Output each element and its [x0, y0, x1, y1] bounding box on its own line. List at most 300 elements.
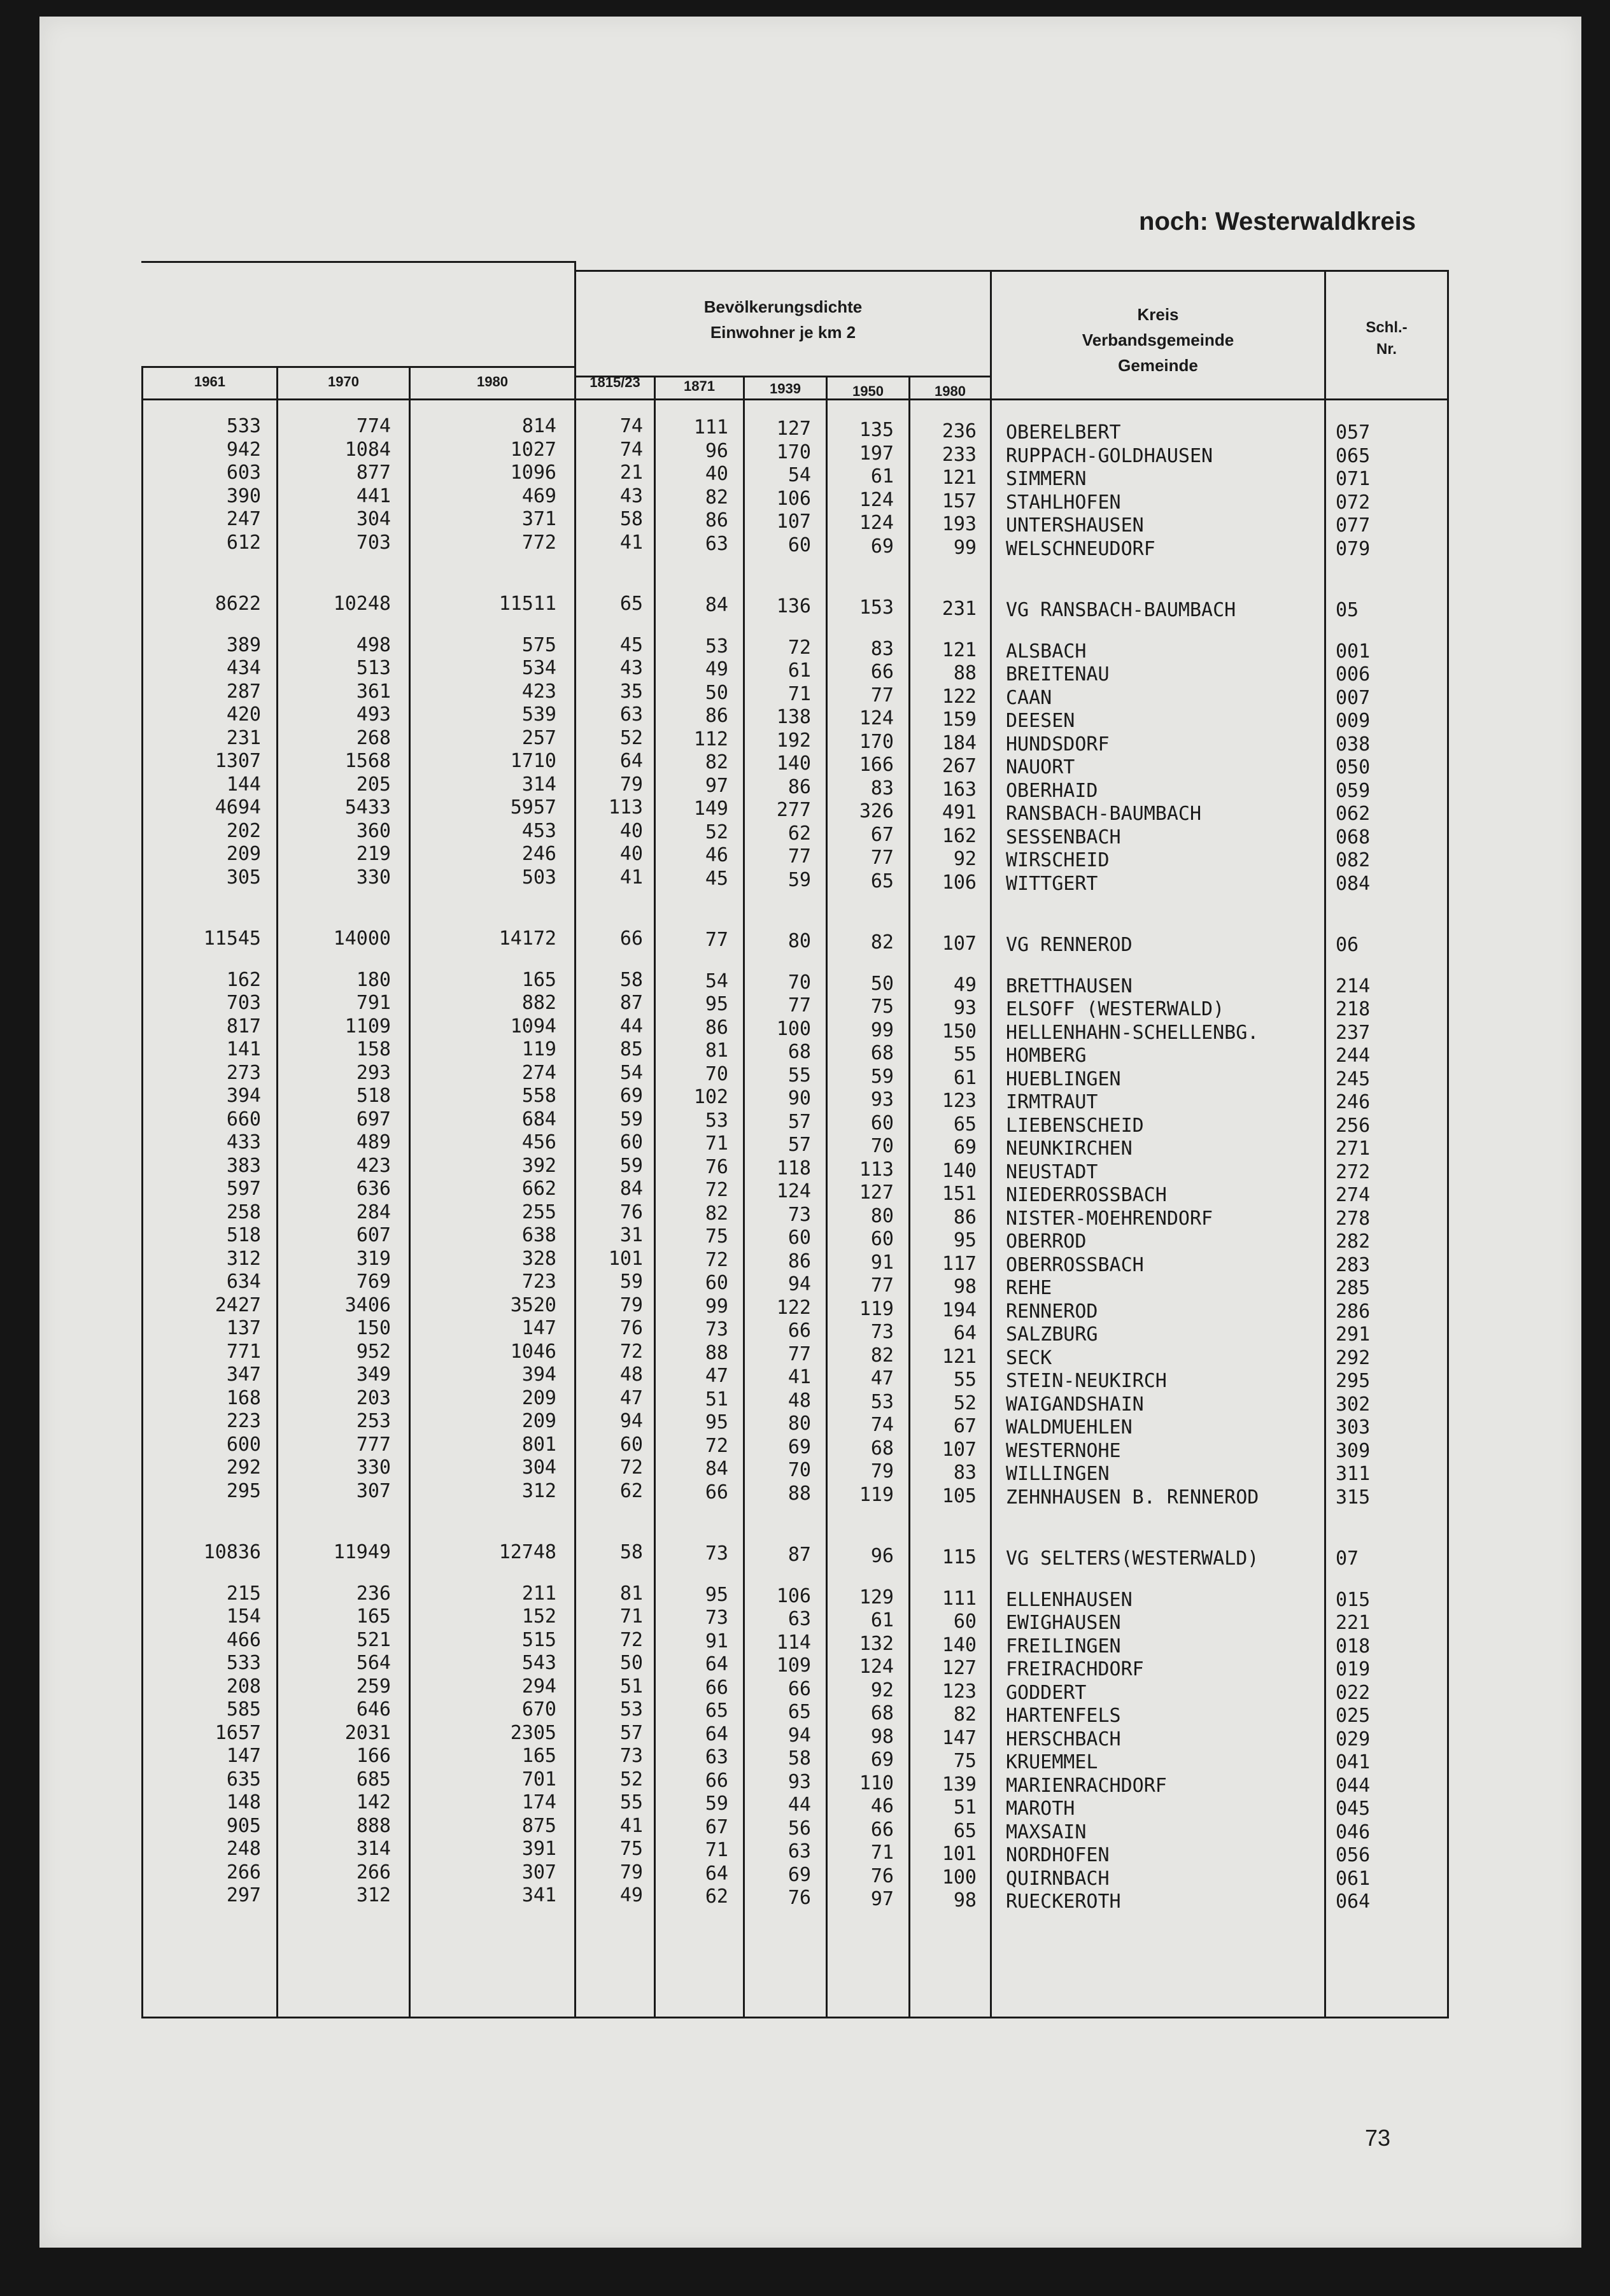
table-cell-col-4: 91	[705, 1630, 728, 1652]
table-cell-col-6: 197	[859, 442, 894, 465]
gemeinde-name: SESSENBACH	[1006, 826, 1121, 849]
gemeinde-name: SIMMERN	[1006, 468, 1087, 490]
table-cell-col-4: 50	[705, 681, 728, 704]
table-cell-col-5: 114	[776, 1631, 811, 1654]
key-number: 068	[1336, 826, 1371, 849]
table-cell-col-2: 11511	[498, 593, 556, 615]
table-cell-col-7: 75	[953, 1750, 977, 1772]
table-cell-col-5: 107	[776, 511, 811, 533]
table-cell-col-7: 122	[942, 685, 977, 708]
table-cell-col-7: 65	[953, 1113, 977, 1136]
table-cell-col-7: 92	[953, 848, 977, 870]
key-number: 286	[1336, 1300, 1371, 1323]
table-cell-col-5: 77	[787, 1342, 811, 1365]
gemeinde-name: OBERELBERT	[1006, 421, 1121, 444]
table-cell-col-3: 79	[619, 1861, 643, 1884]
table-cell-col-4: 96	[705, 439, 728, 462]
table-cell-col-2: 670	[521, 1698, 556, 1721]
gemeinde-name: NEUSTADT	[1006, 1160, 1098, 1183]
table-cell-col-0: 1657	[215, 1721, 261, 1744]
table-cell-col-3: 72	[619, 1340, 643, 1363]
table-cell-col-4: 60	[705, 1272, 728, 1294]
table-cell-col-2: 304	[521, 1456, 556, 1479]
col-divider-6	[826, 376, 828, 2018]
table-cell-col-6: 46	[870, 1795, 894, 1817]
table-cell-col-6: 68	[870, 1042, 894, 1064]
table-cell-col-0: 634	[226, 1271, 261, 1293]
table-cell-col-3: 49	[619, 1884, 643, 1906]
table-cell-col-1: 314	[356, 1838, 391, 1860]
table-cell-col-5: 68	[787, 1041, 811, 1063]
gemeinde-name: KRUEMMEL	[1006, 1751, 1098, 1773]
table-cell-col-7: 98	[953, 1889, 977, 1912]
key-number: 237	[1336, 1021, 1371, 1044]
gemeinde-name: RUECKEROTH	[1006, 1891, 1121, 1913]
gemeinde-name: ALSBACH	[1006, 640, 1087, 663]
table-cell-col-4: 73	[705, 1318, 728, 1341]
table-cell-col-7: 107	[942, 1438, 977, 1461]
table-cell-col-6: 80	[870, 1204, 894, 1227]
gemeinde-name: HARTENFELS	[1006, 1705, 1121, 1727]
gemeinde-name: WELSCHNEUDORF	[1006, 537, 1155, 560]
table-cell-col-2: 255	[521, 1201, 556, 1223]
table-cell-col-5: 80	[787, 1412, 811, 1435]
table-cell-col-1: 877	[356, 461, 391, 484]
table-cell-col-4: 82	[705, 751, 728, 773]
gemeinde-name: STAHLHOFEN	[1006, 491, 1121, 514]
table-cell-col-3: 53	[619, 1698, 643, 1721]
table-cell-col-3: 59	[619, 1271, 643, 1293]
key-number: 084	[1336, 872, 1371, 895]
table-cell-col-5: 70	[787, 1459, 811, 1481]
table-cell-col-3: 113	[608, 796, 643, 819]
table-cell-col-5: 72	[787, 636, 811, 659]
table-cell-col-5: 100	[776, 1017, 811, 1040]
table-cell-col-0: 4694	[215, 796, 261, 819]
table-cell-col-3: 54	[619, 1061, 643, 1084]
table-cell-col-0: 635	[226, 1768, 261, 1791]
table-cell-col-1: 319	[356, 1247, 391, 1270]
table-cell-col-2: 391	[521, 1838, 556, 1860]
table-cell-col-3: 74	[619, 438, 643, 461]
table-cell-col-0: 434	[226, 657, 261, 679]
code-header-line-2: Nr.	[1376, 341, 1397, 358]
key-number: 06	[1336, 934, 1359, 956]
table-cell-col-3: 72	[619, 1456, 643, 1479]
population-density-table	[141, 256, 1449, 2018]
table-cell-col-3: 60	[619, 1433, 643, 1456]
table-cell-col-4: 72	[705, 1248, 728, 1271]
table-cell-col-2: 152	[521, 1605, 556, 1628]
table-cell-col-2: 165	[521, 1745, 556, 1767]
table-cell-col-5: 136	[776, 595, 811, 617]
col-divider-4	[654, 376, 656, 2018]
table-cell-col-6: 77	[870, 1274, 894, 1297]
table-cell-col-2: 2305	[510, 1721, 556, 1744]
table-cell-col-2: 294	[521, 1675, 556, 1698]
name-header-kreis: Kreis	[1137, 305, 1179, 324]
table-cell-col-7: 123	[942, 1680, 977, 1703]
key-number: 057	[1336, 421, 1371, 444]
table-cell-col-0: 600	[226, 1433, 261, 1456]
table-cell-col-7: 150	[942, 1020, 977, 1043]
table-cell-col-4: 75	[705, 1225, 728, 1248]
table-cell-col-3: 63	[619, 703, 643, 726]
gemeinde-name: SECK	[1006, 1346, 1052, 1369]
table-cell-col-4: 63	[705, 1746, 728, 1768]
table-cell-col-3: 81	[619, 1582, 643, 1605]
table-cell-col-4: 46	[705, 844, 728, 866]
table-cell-col-0: 533	[226, 415, 261, 437]
table-cell-col-1: 774	[356, 415, 391, 437]
key-number: 278	[1336, 1207, 1371, 1230]
table-cell-col-5: 57	[787, 1134, 811, 1156]
table-cell-col-7: 49	[953, 973, 977, 996]
table-cell-col-5: 86	[787, 775, 811, 798]
table-cell-col-7: 106	[942, 871, 977, 894]
table-cell-col-1: 236	[356, 1582, 391, 1605]
table-cell-col-2: 662	[521, 1178, 556, 1200]
table-cell-col-0: 147	[226, 1745, 261, 1767]
table-cell-col-2: 469	[521, 484, 556, 507]
table-cell-col-3: 41	[619, 1814, 643, 1837]
table-cell-col-7: 151	[942, 1183, 977, 1205]
table-cell-col-4: 54	[705, 969, 728, 992]
table-cell-col-6: 326	[859, 800, 894, 822]
table-cell-col-1: 3406	[344, 1293, 391, 1316]
table-cell-col-6: 61	[870, 1609, 894, 1631]
table-cell-col-6: 92	[870, 1679, 894, 1701]
table-cell-col-0: 215	[226, 1582, 261, 1605]
key-number: 041	[1336, 1751, 1371, 1773]
table-cell-col-2: 314	[521, 773, 556, 796]
table-cell-col-1: 489	[356, 1131, 391, 1153]
table-cell-col-5: 58	[787, 1747, 811, 1770]
table-cell-col-2: 1710	[510, 750, 556, 772]
table-cell-col-4: 86	[705, 705, 728, 727]
table-cell-col-1: 1084	[344, 438, 391, 461]
table-cell-col-5: 71	[787, 682, 811, 705]
table-cell-col-6: 47	[870, 1367, 894, 1390]
table-cell-col-3: 60	[619, 1131, 643, 1153]
gemeinde-name: OBERROSSBACH	[1006, 1253, 1144, 1276]
gemeinde-name: NEUNKIRCHEN	[1006, 1137, 1133, 1160]
table-cell-col-5: 41	[787, 1366, 811, 1388]
gemeinde-name: OBERROD	[1006, 1230, 1087, 1253]
table-cell-col-2: 543	[521, 1652, 556, 1674]
table-cell-col-2: 211	[521, 1582, 556, 1605]
key-number: 059	[1336, 779, 1371, 802]
gemeinde-name: NORDHOFEN	[1006, 1844, 1110, 1866]
table-cell-col-0: 420	[226, 703, 261, 726]
table-top-rule	[141, 261, 574, 263]
table-cell-col-6: 77	[870, 847, 894, 869]
table-cell-col-7: 83	[953, 1461, 977, 1484]
table-cell-col-3: 48	[619, 1363, 643, 1386]
table-cell-col-7: 140	[942, 1159, 977, 1182]
gemeinde-name: HELLENHAHN-SCHELLENBG.	[1006, 1021, 1259, 1044]
table-cell-col-2: 209	[521, 1386, 556, 1409]
gemeinde-name: QUIRNBACH	[1006, 1867, 1110, 1890]
table-cell-col-1: 268	[356, 726, 391, 749]
table-cell-col-1: 441	[356, 484, 391, 507]
col-header-1961: 1961	[194, 374, 225, 390]
table-cell-col-1: 564	[356, 1652, 391, 1674]
table-cell-col-3: 73	[619, 1745, 643, 1767]
key-number: 071	[1336, 468, 1371, 490]
gemeinde-name: BREITENAU	[1006, 663, 1110, 686]
table-cell-col-3: 85	[619, 1038, 643, 1060]
key-number: 245	[1336, 1067, 1371, 1090]
table-cell-col-2: 312	[521, 1479, 556, 1502]
col-divider-1	[276, 366, 278, 2018]
table-cell-col-5: 192	[776, 729, 811, 752]
gemeinde-name: HUEBLINGEN	[1006, 1067, 1121, 1090]
density-header-line-2: Einwohner je km 2	[710, 323, 856, 342]
table-cell-col-1: 253	[356, 1410, 391, 1432]
gemeinde-name: HUNDSDORF	[1006, 733, 1110, 756]
table-cell-col-6: 166	[859, 754, 894, 776]
table-cell-col-4: 99	[705, 1295, 728, 1318]
table-cell-col-1: 304	[356, 508, 391, 530]
table-cell-col-1: 158	[356, 1038, 391, 1060]
key-number: 045	[1336, 1798, 1371, 1820]
table-cell-col-5: 54	[787, 464, 811, 486]
table-cell-col-6: 66	[870, 1818, 894, 1841]
table-cell-col-6: 124	[859, 707, 894, 729]
table-cell-col-7: 121	[942, 638, 977, 661]
table-cell-col-7: 140	[942, 1633, 977, 1656]
table-cell-col-5: 94	[787, 1273, 811, 1295]
table-cell-col-0: 154	[226, 1605, 261, 1628]
table-cell-col-7: 65	[953, 1819, 977, 1842]
table-cell-col-2: 503	[521, 866, 556, 889]
table-cell-col-6: 135	[859, 419, 894, 441]
key-number: 061	[1336, 1867, 1371, 1890]
table-cell-col-2: 1096	[510, 461, 556, 484]
table-cell-col-4: 88	[705, 1341, 728, 1364]
table-cell-col-5: 44	[787, 1794, 811, 1816]
gemeinde-name: STEIN-NEUKIRCH	[1006, 1370, 1167, 1392]
table-cell-col-2: 371	[521, 508, 556, 530]
key-number: 082	[1336, 849, 1371, 871]
table-cell-col-4: 70	[705, 1062, 728, 1085]
table-cell-col-0: 273	[226, 1061, 261, 1084]
gemeinde-name: FREIRACHDORF	[1006, 1658, 1144, 1680]
table-cell-col-5: 66	[787, 1320, 811, 1342]
table-cell-col-0: 305	[226, 866, 261, 889]
table-cell-col-1: 685	[356, 1768, 391, 1791]
table-cell-col-3: 58	[619, 1541, 643, 1563]
key-number: 221	[1336, 1612, 1371, 1634]
table-cell-col-7: 127	[942, 1657, 977, 1679]
table-cell-col-1: 312	[356, 1884, 391, 1906]
table-cell-col-0: 247	[226, 508, 261, 530]
col-header-1980-density: 1980	[935, 383, 966, 399]
table-cell-col-4: 111	[693, 416, 728, 439]
table-cell-col-0: 258	[226, 1201, 261, 1223]
table-cell-col-2: 341	[521, 1884, 556, 1906]
table-cell-col-0: 248	[226, 1838, 261, 1860]
table-cell-col-0: 433	[226, 1131, 261, 1153]
table-cell-col-0: 144	[226, 773, 261, 796]
table-cell-col-1: 165	[356, 1605, 391, 1628]
table-cell-col-1: 266	[356, 1861, 391, 1884]
table-cell-col-0: 295	[226, 1479, 261, 1502]
key-number: 044	[1336, 1774, 1371, 1797]
code-header-line-1: Schl.-	[1366, 319, 1408, 336]
table-cell-col-5: 122	[776, 1296, 811, 1319]
table-cell-col-7: 193	[942, 513, 977, 535]
gemeinde-name: ELLENHAUSEN	[1006, 1588, 1133, 1611]
table-cell-col-6: 50	[870, 972, 894, 995]
table-bottom-rule	[141, 2017, 1449, 2018]
table-cell-col-0: 389	[226, 633, 261, 656]
key-number: 072	[1336, 491, 1371, 514]
table-cell-col-3: 41	[619, 866, 643, 889]
table-cell-col-2: 174	[521, 1791, 556, 1814]
table-cell-col-1: 1109	[344, 1015, 391, 1038]
table-cell-col-7: 163	[942, 778, 977, 801]
key-number: 062	[1336, 803, 1371, 825]
table-cell-col-0: 287	[226, 680, 261, 703]
gemeinde-name: UNTERSHAUSEN	[1006, 514, 1144, 537]
table-cell-col-6: 77	[870, 684, 894, 707]
table-cell-col-1: 888	[356, 1814, 391, 1837]
table-cell-col-5: 109	[776, 1654, 811, 1677]
table-cell-col-6: 119	[859, 1297, 894, 1320]
table-cell-col-1: 513	[356, 657, 391, 679]
table-cell-col-6: 97	[870, 1888, 894, 1910]
col-divider-7	[908, 376, 910, 2018]
key-number: 015	[1336, 1588, 1371, 1611]
table-cell-col-6: 60	[870, 1111, 894, 1134]
table-cell-col-2: 515	[521, 1628, 556, 1651]
table-cell-col-2: 772	[521, 531, 556, 554]
table-cell-col-7: 105	[942, 1484, 977, 1507]
key-number: 285	[1336, 1277, 1371, 1299]
table-cell-col-7: 107	[942, 933, 977, 955]
table-cell-col-6: 76	[870, 1864, 894, 1887]
table-cell-col-4: 66	[705, 1676, 728, 1699]
col-header-1950: 1950	[852, 383, 884, 399]
key-number: 274	[1336, 1184, 1371, 1206]
key-number: 302	[1336, 1393, 1371, 1416]
key-number: 291	[1336, 1323, 1371, 1346]
table-cell-col-6: 82	[870, 931, 894, 954]
table-cell-col-3: 59	[619, 1108, 643, 1130]
key-number: 295	[1336, 1370, 1371, 1392]
table-cell-col-4: 95	[705, 1583, 728, 1606]
table-cell-col-5: 62	[787, 822, 811, 845]
table-cell-col-7: 51	[953, 1796, 977, 1819]
table-cell-col-1: 703	[356, 531, 391, 554]
table-cell-col-4: 72	[705, 1434, 728, 1457]
table-cell-col-4: 73	[705, 1607, 728, 1629]
gemeinde-name: WALDMUEHLEN	[1006, 1416, 1133, 1439]
table-cell-col-6: 132	[859, 1632, 894, 1655]
gemeinde-name: MAROTH	[1006, 1798, 1075, 1820]
table-cell-col-0: 209	[226, 843, 261, 865]
table-cell-col-1: 521	[356, 1628, 391, 1651]
gemeinde-name: NAUORT	[1006, 756, 1075, 778]
key-number: 025	[1336, 1705, 1371, 1727]
table-cell-col-5: 60	[787, 1227, 811, 1249]
table-cell-col-2: 1046	[510, 1340, 556, 1363]
gemeinde-name: WILLINGEN	[1006, 1463, 1110, 1485]
table-cell-col-5: 124	[776, 1180, 811, 1202]
table-cell-col-6: 61	[870, 465, 894, 488]
key-number: 283	[1336, 1253, 1371, 1276]
table-cell-col-6: 69	[870, 1749, 894, 1771]
table-cell-col-2: 539	[521, 703, 556, 726]
table-cell-col-2: 328	[521, 1247, 556, 1270]
table-cell-col-3: 62	[619, 1479, 643, 1502]
key-number: 018	[1336, 1635, 1371, 1658]
table-cell-col-5: 55	[787, 1064, 811, 1087]
table-cell-col-0: 162	[226, 968, 261, 991]
table-cell-col-2: 701	[521, 1768, 556, 1791]
table-cell-col-3: 43	[619, 657, 643, 679]
table-cell-col-4: 62	[705, 1885, 728, 1908]
table-cell-col-5: 87	[787, 1544, 811, 1566]
key-number: 065	[1336, 444, 1371, 467]
table-cell-col-6: 129	[859, 1586, 894, 1609]
table-cell-col-3: 75	[619, 1838, 643, 1860]
table-cell-col-7: 121	[942, 467, 977, 489]
table-cell-col-7: 55	[953, 1369, 977, 1391]
table-cell-col-1: 607	[356, 1224, 391, 1246]
table-cell-col-6: 110	[859, 1771, 894, 1794]
table-cell-col-2: 14172	[498, 927, 556, 950]
key-number: 303	[1336, 1416, 1371, 1439]
gemeinde-name: NISTER-MOEHRENDORF	[1006, 1207, 1213, 1230]
table-cell-col-3: 69	[619, 1085, 643, 1107]
table-cell-col-6: 83	[870, 777, 894, 799]
gemeinde-name: HERSCHBACH	[1006, 1728, 1121, 1750]
table-cell-col-0: 137	[226, 1317, 261, 1339]
table-cell-col-4: 66	[705, 1769, 728, 1792]
gemeinde-name: REHE	[1006, 1277, 1052, 1299]
table-cell-col-3: 59	[619, 1154, 643, 1177]
page-header-title: noch: Westerwaldkreis	[1139, 208, 1416, 236]
table-cell-col-6: 53	[870, 1390, 894, 1413]
name-header-verbandsgemeinde: Verbandsgemeinde	[1082, 330, 1234, 349]
table-cell-col-4: 59	[705, 1792, 728, 1815]
table-cell-col-2: 723	[521, 1271, 556, 1293]
table-cell-col-3: 66	[619, 927, 643, 950]
table-cell-col-4: 64	[705, 1862, 728, 1885]
table-cell-col-7: 88	[953, 662, 977, 684]
code-column-header	[1326, 317, 1447, 360]
col-divider-3	[574, 261, 576, 2018]
table-cell-col-1: 219	[356, 843, 391, 865]
gemeinde-name: WAIGANDSHAIN	[1006, 1393, 1144, 1416]
table-cell-col-1: 11949	[333, 1541, 391, 1563]
table-cell-col-5: 106	[776, 487, 811, 510]
table-cell-col-3: 94	[619, 1410, 643, 1432]
table-cell-col-7: 64	[953, 1322, 977, 1344]
table-cell-col-5: 48	[787, 1389, 811, 1412]
table-cell-col-7: 82	[953, 1703, 977, 1726]
key-number: 271	[1336, 1137, 1371, 1160]
key-number: 056	[1336, 1844, 1371, 1866]
table-cell-col-2: 1027	[510, 438, 556, 461]
table-cell-col-4: 82	[705, 486, 728, 509]
table-cell-col-7: 184	[942, 731, 977, 754]
key-number: 292	[1336, 1346, 1371, 1369]
key-number: 038	[1336, 733, 1371, 756]
